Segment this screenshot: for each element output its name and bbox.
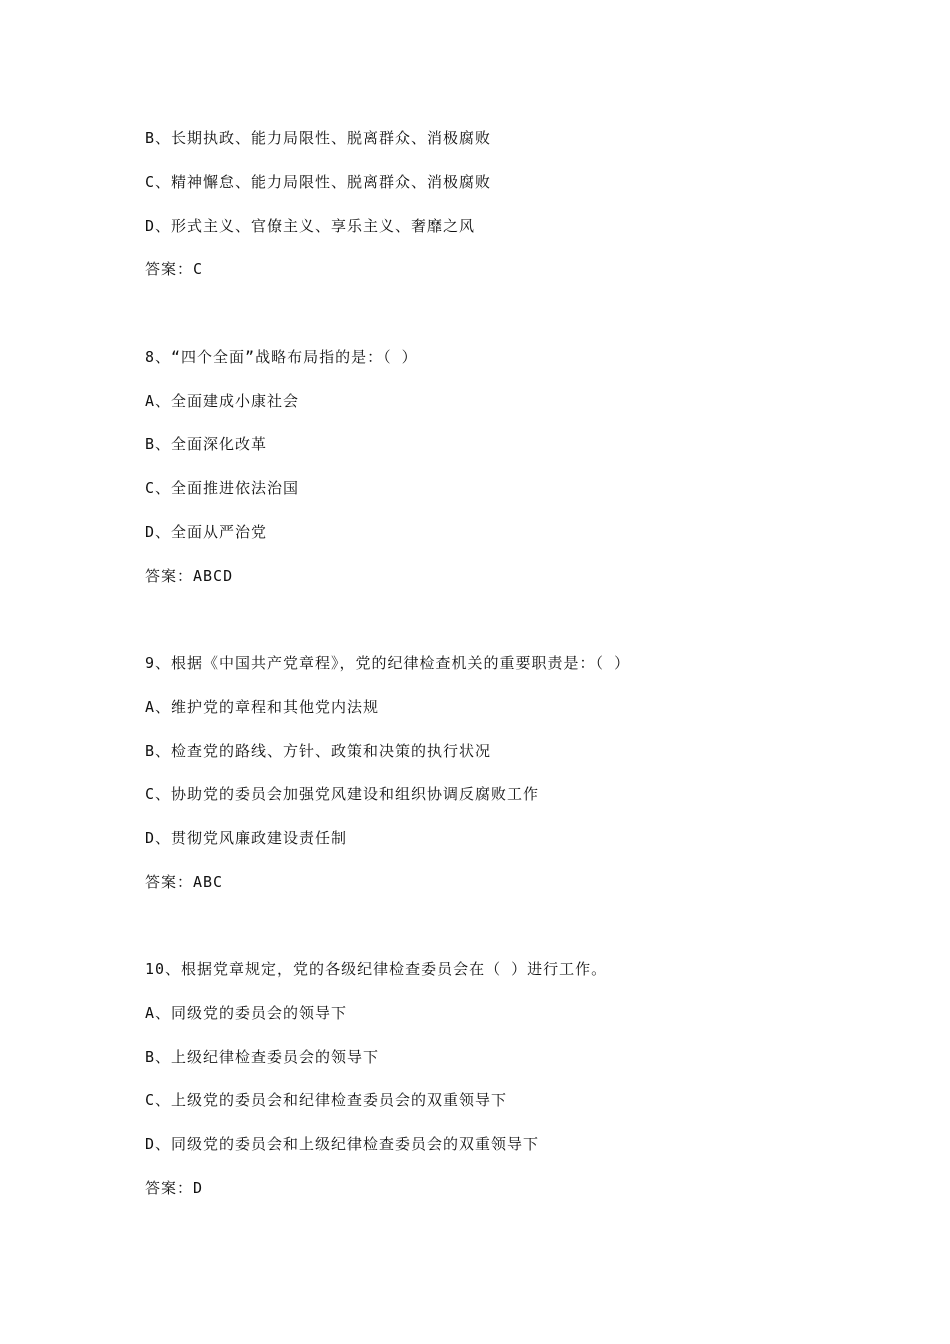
q7-option-c: C、精神懈怠、能力局限性、脱离群众、消极腐败 — [145, 173, 492, 191]
q9-option-d: D、贯彻党风廉政建设责任制 — [145, 829, 348, 847]
q8-option-c: C、全面推进依法治国 — [145, 479, 300, 497]
q10-option-d: D、同级党的委员会和上级纪律检查委员会的双重领导下 — [145, 1135, 540, 1153]
q9-question: 9、根据《中国共产党章程》，党的纪律检查机关的重要职责是：（ ） — [145, 654, 631, 672]
q7-option-d: D、形式主义、官僚主义、享乐主义、奢靡之风 — [145, 217, 476, 235]
q8-option-b: B、全面深化改革 — [145, 435, 268, 453]
q9-option-a: A、维护党的章程和其他党内法规 — [145, 698, 380, 716]
q7-option-b: B、长期执政、能力局限性、脱离群众、消极腐败 — [145, 129, 492, 147]
q10-option-a: A、同级党的委员会的领导下 — [145, 1004, 348, 1022]
q10-answer: 答案：D — [145, 1179, 204, 1197]
q9-option-b: B、检查党的路线、方针、政策和决策的执行状况 — [145, 742, 492, 760]
q8-option-a: A、全面建成小康社会 — [145, 392, 300, 410]
q10-question: 10、根据党章规定，党的各级纪律检查委员会在（ ）进行工作。 — [145, 960, 608, 978]
q8-question: 8、“四个全面”战略布局指的是：（ ） — [145, 348, 418, 366]
q9-answer: 答案：ABC — [145, 873, 224, 891]
q8-option-d: D、全面从严治党 — [145, 523, 268, 541]
q9-option-c: C、协助党的委员会加强党风建设和组织协调反腐败工作 — [145, 785, 540, 803]
q8-answer: 答案：ABCD — [145, 567, 234, 585]
q10-option-b: B、上级纪律检查委员会的领导下 — [145, 1048, 380, 1066]
q10-option-c: C、上级党的委员会和纪律检查委员会的双重领导下 — [145, 1091, 508, 1109]
q7-answer: 答案：C — [145, 260, 204, 278]
